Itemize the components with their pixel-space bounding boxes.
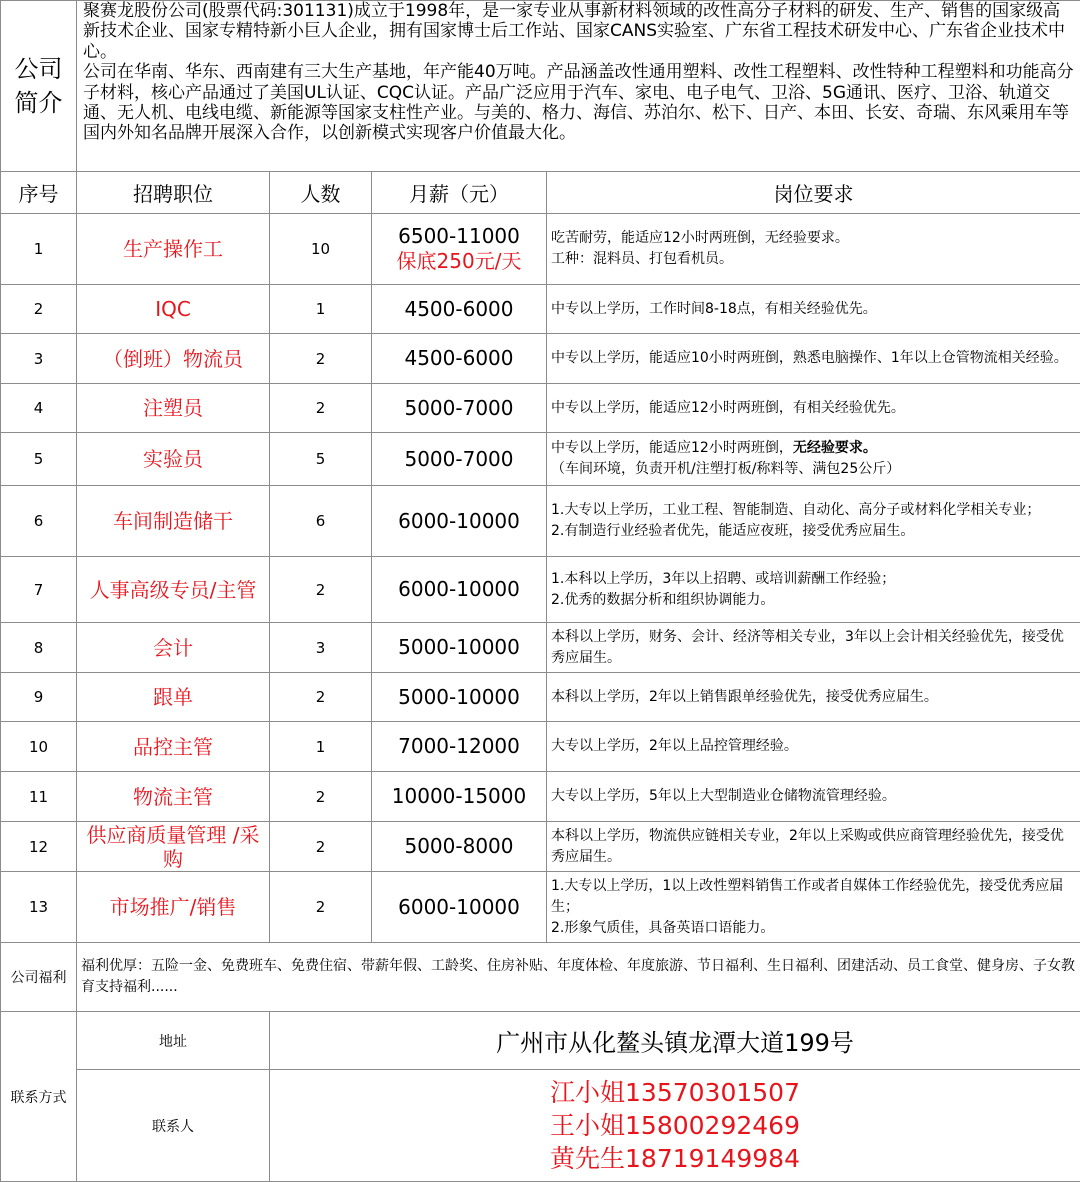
intro-paragraph-2: 公司在华南、华东、西南建有三大生产基地，年产能40万吨。产品涵盖改性通用塑料、改性工程塑料、改性特种工程塑料和功能高分子材料，核心产品通过了美国UL认证、CQC认证。产品广泛应用于汽车、家电、电子电气、卫浴、5G通讯、医疗、卫浴、轨道交通、无人机、电线电缆、新能源等国家支柱性产业。与美的、格力、海信、苏泊尔、松下、日产、本田、长安、奇瑞、东风乘用车等国内外知名品牌开展深入合作，以创新模式实现客户价值最大化。 <box>83 62 1076 144</box>
requirement-line: 大专以上学历，2年以上品控管理经验。 <box>551 736 1076 757</box>
table-row <box>1 722 1080 772</box>
table-row <box>1 623 1080 673</box>
benefits-text: 福利优厚：五险一金、免费班车、免费住宿、带薪年假、工龄奖、住房补贴、年度体检、年度旅游、节日福利、生日福利、团建活动、员工食堂、健身房、子女教育支持福利...... <box>77 943 1080 1012</box>
row-salary <box>372 214 547 285</box>
row-count: 6 <box>270 486 372 557</box>
row-no: 2 <box>1 285 77 334</box>
intro-text <box>77 1 1080 172</box>
row-salary: 5000-7000 <box>372 384 547 433</box>
requirement-line: 工种：混料员、打包看机员。 <box>551 249 1076 270</box>
row-position: 物流主管 <box>77 772 270 822</box>
table-row <box>1 772 1080 822</box>
contact-person: 黄先生18719149984 <box>270 1142 1080 1175</box>
row-requirements <box>547 623 1080 673</box>
requirement-line: 1.大专以上学历，1以上改性塑料销售工作或者自媒体工作经验优先，接受优秀应届生； <box>551 876 1076 918</box>
row-salary: 7000-12000 <box>372 722 547 772</box>
row-position: 实验员 <box>77 433 270 486</box>
salary-range: 6500-11000 <box>372 224 546 249</box>
row-salary: 6000-10000 <box>372 872 547 943</box>
row-count: 2 <box>270 673 372 722</box>
row-count: 3 <box>270 623 372 673</box>
row-salary: 4500-6000 <box>372 334 547 384</box>
header-no: 序号 <box>1 172 77 214</box>
row-position: 人事高级专员/主管 <box>77 557 270 623</box>
row-count: 2 <box>270 772 372 822</box>
row-position: （倒班）物流员 <box>77 334 270 384</box>
table-row <box>1 285 1080 334</box>
table-row <box>1 822 1080 872</box>
row-position: 品控主管 <box>77 722 270 772</box>
header-salary: 月薪（元） <box>372 172 547 214</box>
row-no: 4 <box>1 384 77 433</box>
requirement-bold-text: 无经验要求。 <box>793 440 877 456</box>
table-row <box>1 673 1080 722</box>
row-requirements <box>547 334 1080 384</box>
address-label: 地址 <box>77 1012 270 1070</box>
table-header-row <box>1 172 1080 214</box>
requirement-line: 吃苦耐劳，能适应12小时两班倒，无经验要求。 <box>551 228 1076 249</box>
row-no: 6 <box>1 486 77 557</box>
row-position: 供应商质量管理 /采购 <box>77 822 270 872</box>
table-row <box>1 384 1080 433</box>
table-row <box>1 486 1080 557</box>
intro-paragraph-1: 聚赛龙股份公司(股票代码:301131)成立于1998年，是一家专业从事新材料领域的改性高分子材料的研发、生产、销售的国家级高新技术企业、国家专精特新小巨人企业，拥有国家博士后工作站、国家CANS实验室、广东省工程技术研发中心、广东省企业技术中心。 <box>83 1 1076 62</box>
requirement-line: 1.大专以上学历，工业工程、智能制造、自动化、高分子或材料化学相关专业； <box>551 500 1076 521</box>
row-requirements <box>547 673 1080 722</box>
benefits-row <box>1 943 1080 1012</box>
table-row <box>1 334 1080 384</box>
requirement-line: 2.形象气质佳，具备英语口语能力。 <box>551 918 1076 939</box>
intro-label-line1: 公司 <box>1 52 76 86</box>
row-count: 2 <box>270 557 372 623</box>
requirement-line: 本科以上学历，物流供应链相关专业，2年以上采购或供应商管理经验优先，接受优秀应届生。 <box>551 826 1076 868</box>
row-position: IQC <box>77 285 270 334</box>
requirement-line: 本科以上学历，2年以上销售跟单经验优先，接受优秀应届生。 <box>551 687 1076 708</box>
row-salary: 5000-10000 <box>372 623 547 673</box>
row-requirements <box>547 433 1080 486</box>
row-no: 3 <box>1 334 77 384</box>
row-count: 2 <box>270 384 372 433</box>
row-salary: 5000-10000 <box>372 673 547 722</box>
requirement-line: （车间环境，负责开机/注塑打板/称料等、满包25公斤） <box>551 459 1076 480</box>
contact-address-row <box>1 1012 1080 1070</box>
row-no: 12 <box>1 822 77 872</box>
row-position: 会计 <box>77 623 270 673</box>
row-no: 5 <box>1 433 77 486</box>
row-salary: 10000-15000 <box>372 772 547 822</box>
row-no: 8 <box>1 623 77 673</box>
row-salary: 4500-6000 <box>372 285 547 334</box>
table-row <box>1 214 1080 285</box>
table-row <box>1 557 1080 623</box>
requirement-line: 中专以上学历，能适应12小时两班倒，有相关经验优先。 <box>551 398 1076 419</box>
benefits-label: 公司福利 <box>1 943 77 1012</box>
contact-persons <box>270 1070 1080 1182</box>
address-value: 广州市从化鳌头镇龙潭大道199号 <box>270 1012 1080 1070</box>
row-position: 生产操作工 <box>77 214 270 285</box>
salary-note: 保底250元/天 <box>372 249 546 274</box>
requirement-line: 中专以上学历，能适应10小时两班倒，熟悉电脑操作、1年以上仓管物流相关经验。 <box>551 348 1076 369</box>
row-count: 1 <box>270 722 372 772</box>
table-row <box>1 872 1080 943</box>
contact-person: 王小姐15800292469 <box>270 1109 1080 1142</box>
row-count: 2 <box>270 872 372 943</box>
header-position: 招聘职位 <box>77 172 270 214</box>
intro-row <box>1 1 1080 172</box>
row-requirements <box>547 722 1080 772</box>
row-count: 1 <box>270 285 372 334</box>
requirement-line: 本科以上学历，财务、会计、经济等相关专业，3年以上会计相关经验优先，接受优秀应届生。 <box>551 627 1076 669</box>
row-requirements <box>547 772 1080 822</box>
requirement-line: 2.优秀的数据分析和组织协调能力。 <box>551 590 1076 611</box>
row-count: 10 <box>270 214 372 285</box>
requirement-line: 中专以上学历，工作时间8-18点，有相关经验优先。 <box>551 299 1076 320</box>
row-position: 车间制造储干 <box>77 486 270 557</box>
requirement-text: 中专以上学历，能适应12小时两班倒， <box>551 440 793 456</box>
row-no: 9 <box>1 673 77 722</box>
row-position: 注塑员 <box>77 384 270 433</box>
row-count: 5 <box>270 433 372 486</box>
header-requirements: 岗位要求 <box>547 172 1080 214</box>
contact-person-label: 联系人 <box>77 1070 270 1182</box>
row-count: 2 <box>270 334 372 384</box>
row-position: 市场推广/销售 <box>77 872 270 943</box>
requirement-line <box>551 438 1076 459</box>
row-salary: 6000-10000 <box>372 486 547 557</box>
row-salary: 6000-10000 <box>372 557 547 623</box>
row-no: 11 <box>1 772 77 822</box>
row-count: 2 <box>270 822 372 872</box>
row-requirements <box>547 822 1080 872</box>
row-no: 10 <box>1 722 77 772</box>
row-no: 7 <box>1 557 77 623</box>
row-requirements <box>547 872 1080 943</box>
contact-person: 江小姐13570301507 <box>270 1076 1080 1109</box>
row-requirements <box>547 557 1080 623</box>
row-salary: 5000-8000 <box>372 822 547 872</box>
row-requirements <box>547 214 1080 285</box>
row-no: 13 <box>1 872 77 943</box>
row-position: 跟单 <box>77 673 270 722</box>
row-no: 1 <box>1 214 77 285</box>
row-requirements <box>547 384 1080 433</box>
table-row <box>1 433 1080 486</box>
row-requirements <box>547 486 1080 557</box>
intro-label-line2: 简介 <box>1 86 76 120</box>
row-salary: 5000-7000 <box>372 433 547 486</box>
contact-label: 联系方式 <box>1 1012 77 1182</box>
requirement-line: 1.本科以上学历，3年以上招聘、或培训薪酬工作经验； <box>551 569 1076 590</box>
requirement-line: 2.有制造行业经验者优先，能适应夜班，接受优秀应届生。 <box>551 521 1076 542</box>
requirement-line: 大专以上学历，5年以上大型制造业仓储物流管理经验。 <box>551 786 1076 807</box>
intro-label <box>1 1 77 172</box>
contact-person-row <box>1 1070 1080 1182</box>
row-requirements <box>547 285 1080 334</box>
header-count: 人数 <box>270 172 372 214</box>
